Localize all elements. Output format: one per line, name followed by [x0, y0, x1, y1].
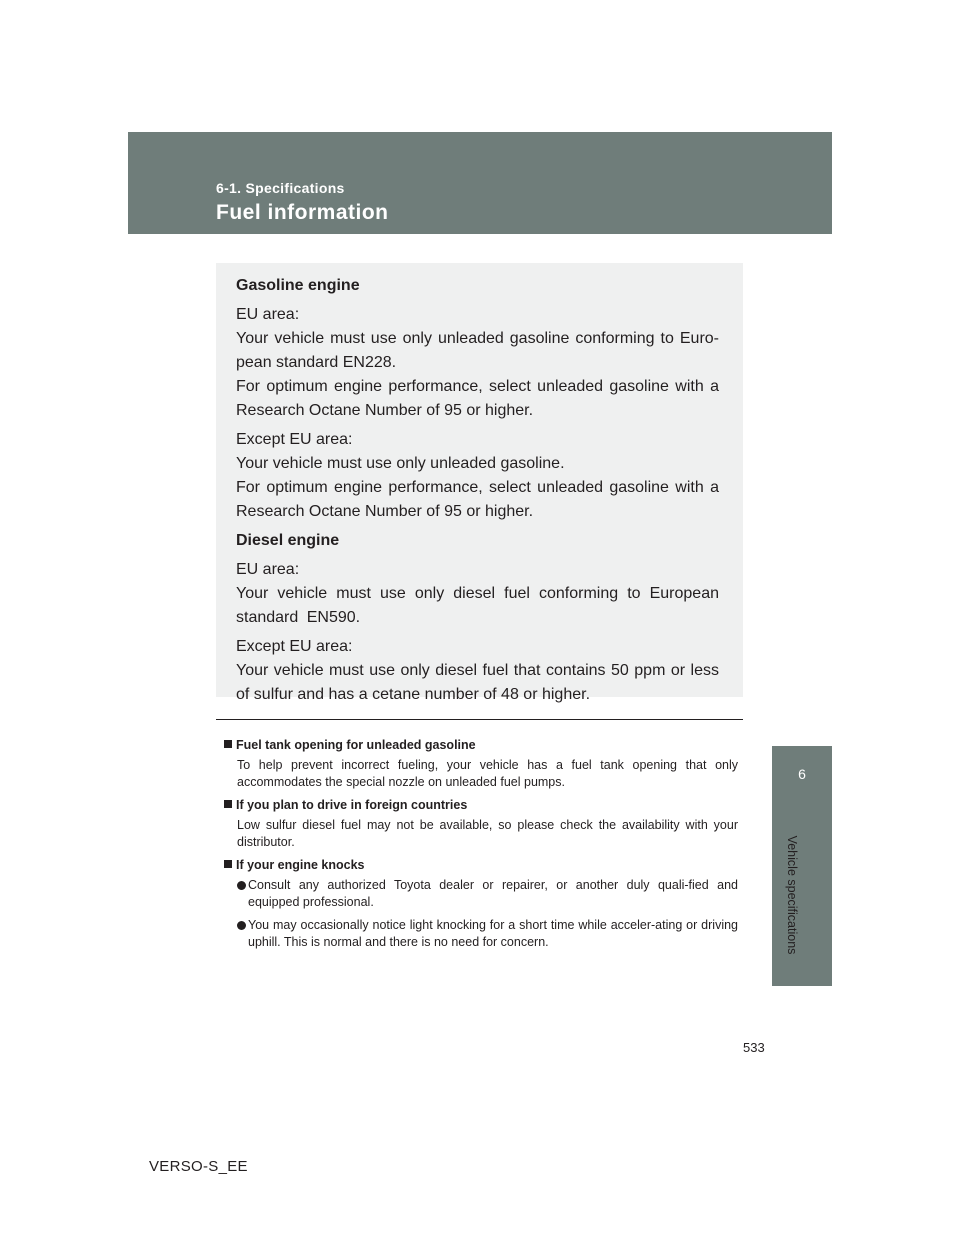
diesel-non-eu-label: Except EU area:	[236, 638, 353, 655]
note-heading-knock	[224, 857, 738, 874]
notes-section	[224, 737, 738, 957]
fuel-info-box	[216, 263, 743, 703]
section-label: 6-1. Specifications	[216, 180, 345, 196]
square-bullet-icon	[224, 800, 232, 808]
note-text-foreign: Low sulfur diesel fuel may not be available, so please check the availability with your distributor.	[237, 818, 738, 849]
gasoline-eu-text-1: Your vehicle must use only unleaded gasoline conforming to Euro-pean standard EN228.	[236, 330, 719, 371]
gasoline-non-eu-label: Except EU area:	[236, 431, 353, 448]
knock-bullet-item	[237, 917, 738, 951]
knock-bullet-text: You may occasionally notice light knocking for a short time while acceler-ating or driving uphill. This is normal and there is no need for concern.	[248, 918, 738, 949]
gasoline-eu-text-2: For optimum engine performance, select unleaded gasoline with a Research Octane Number of 95 or higher.	[236, 378, 719, 419]
round-bullet-icon	[237, 881, 246, 890]
knock-bullet-text: Consult any authorized Toyota dealer or repairer, or another duly quali-fied and equipped professional.	[248, 878, 738, 909]
note-heading-tank	[224, 737, 738, 754]
gasoline-non-eu-text-2: For optimum engine performance, select unleaded gasoline with a Research Octane Number of 95 or higher.	[236, 479, 719, 520]
gasoline-eu-label: EU area:	[236, 306, 300, 323]
note-heading-tank-text: Fuel tank opening for unleaded gasoline	[236, 738, 476, 752]
note-heading-foreign	[224, 797, 738, 814]
note-heading-foreign-text: If you plan to drive in foreign countries	[236, 798, 468, 812]
note-text-tank: To help prevent incorrect fueling, your vehicle has a fuel tank opening that only accommodates the special nozzle on unleaded fuel pumps.	[237, 758, 738, 789]
square-bullet-icon	[224, 740, 232, 748]
diesel-eu-text: Your vehicle must use only diesel fuel conforming to European standard EN590.	[236, 585, 719, 626]
chapter-number: 6	[798, 766, 806, 782]
gasoline-heading: Gasoline engine	[236, 277, 360, 294]
round-bullet-icon	[237, 921, 246, 930]
diesel-heading: Diesel engine	[236, 532, 340, 549]
section-divider	[216, 719, 743, 720]
page-number: 533	[743, 1040, 765, 1055]
gasoline-non-eu-text-1: Your vehicle must use only unleaded gasoline.	[236, 455, 565, 472]
chapter-header-band	[128, 132, 832, 234]
note-heading-knock-text: If your engine knocks	[236, 858, 365, 872]
document-code: VERSO-S_EE	[149, 1158, 248, 1175]
diesel-eu-label: EU area:	[236, 561, 300, 578]
chapter-side-label: Vehicle specifications	[785, 835, 799, 955]
knock-bullet-item	[237, 877, 738, 911]
chapter-side-label-area	[772, 800, 812, 990]
diesel-non-eu-text: Your vehicle must use only diesel fuel that contains 50 ppm or less of sulfur and has a cetane number of 48 or higher.	[236, 662, 719, 703]
page-title: Fuel information	[216, 201, 389, 224]
square-bullet-icon	[224, 860, 232, 868]
